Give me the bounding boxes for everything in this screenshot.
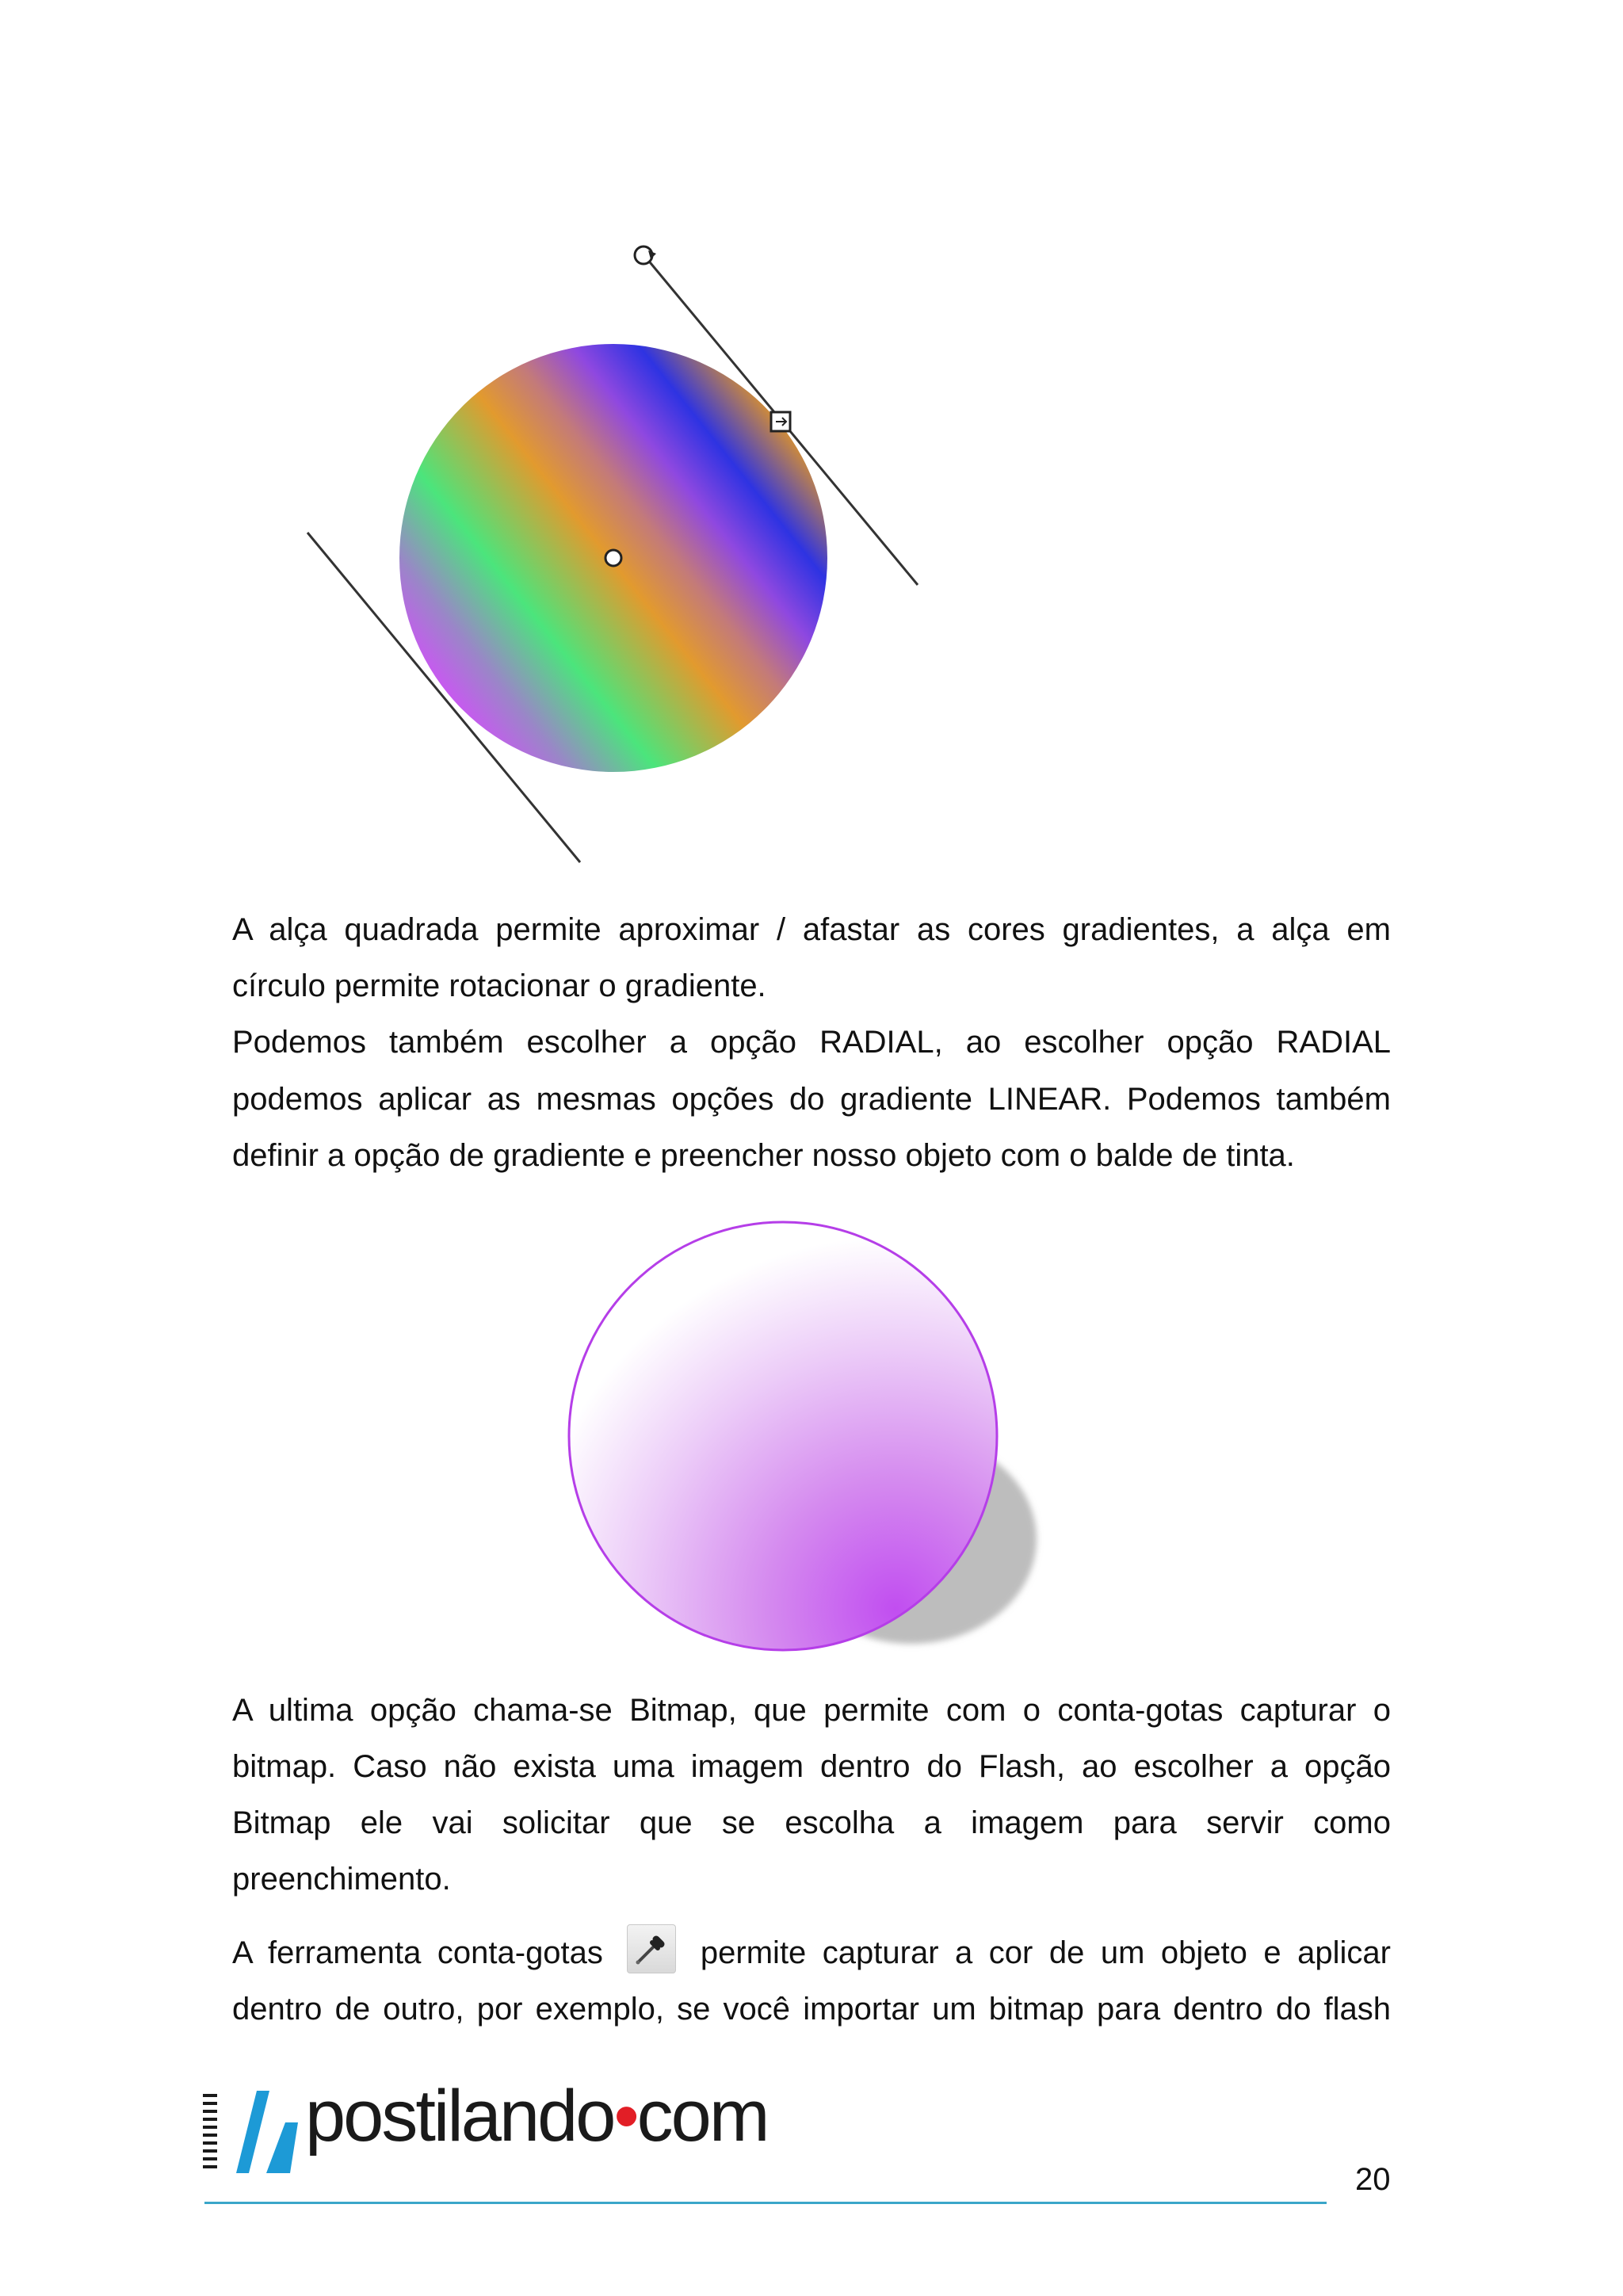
text-line: permite capturar a cor de um objeto e aplicar [700, 1935, 1391, 1970]
text-line: A alça quadrada permite aproximar / afastar as cores gradientes, a alça em [232, 912, 1391, 947]
logo-dot: • [613, 2076, 637, 2157]
scale-handle-icon[interactable] [771, 412, 790, 431]
logo-wordmark [305, 2075, 767, 2158]
text-line: bitmap. Caso não exista uma imagem dentro do Flash, ao escolher a opção [232, 1749, 1391, 1784]
gradient-edge-line-bottom [307, 533, 580, 862]
paragraph-radial-2 [232, 1072, 1391, 1129]
sphere-shadow [786, 1435, 1037, 1644]
footer-divider [204, 2202, 1327, 2204]
text-line: Podemos também escolher a opção RADIAL, ao escolher opção RADIAL [232, 1025, 1391, 1060]
paragraph-bitmap [232, 1683, 1391, 1740]
paragraph-eyedropper [232, 1924, 1391, 1982]
page-number: 20 [1355, 2162, 1391, 2197]
paragraph-handles-end [232, 958, 1391, 1015]
text-line: A ultima opção chama-se Bitmap, que permite com o conta-gotas capturar o [232, 1693, 1391, 1728]
text-line: A ferramenta conta-gotas [232, 1935, 603, 1970]
paragraph-radial [232, 1014, 1391, 1072]
paragraph-bitmap-2 [232, 1739, 1391, 1796]
text-line: Bitmap ele vai solicitar que se escolha a imagem para servir como [232, 1805, 1391, 1840]
linear-gradient-circle [399, 344, 827, 772]
gradient-edge-line-top [647, 258, 918, 585]
logo-text-2: com [636, 2076, 768, 2157]
radial-gradient-circle [569, 1222, 997, 1650]
text-line: definir a opção de gradiente e preencher nosso objeto com o balde de tinta. [232, 1138, 1295, 1173]
paragraph-handles [232, 902, 1391, 959]
text-line: preenchimento. [232, 1862, 451, 1897]
logo-text-1: postilando [305, 2076, 614, 2157]
logo-mark-icon [203, 2091, 303, 2179]
paragraph-bitmap-3 [232, 1795, 1391, 1852]
rotate-handle-icon[interactable] [635, 246, 656, 264]
paragraph-eyedropper-2 [232, 1981, 1391, 2038]
eyedropper-icon [627, 1924, 676, 1973]
paragraph-radial-3 [232, 1128, 1391, 1185]
center-handle-icon[interactable] [605, 550, 621, 566]
text-line: círculo permite rotacionar o gradiente. [232, 968, 766, 1003]
text-line: dentro de outro, por exemplo, se você importar um bitmap para dentro do flash [232, 1992, 1391, 2027]
text-line: podemos aplicar as mesmas opções do gradiente LINEAR. Podemos também [232, 1082, 1391, 1117]
paragraph-bitmap-4 [232, 1851, 1391, 1908]
